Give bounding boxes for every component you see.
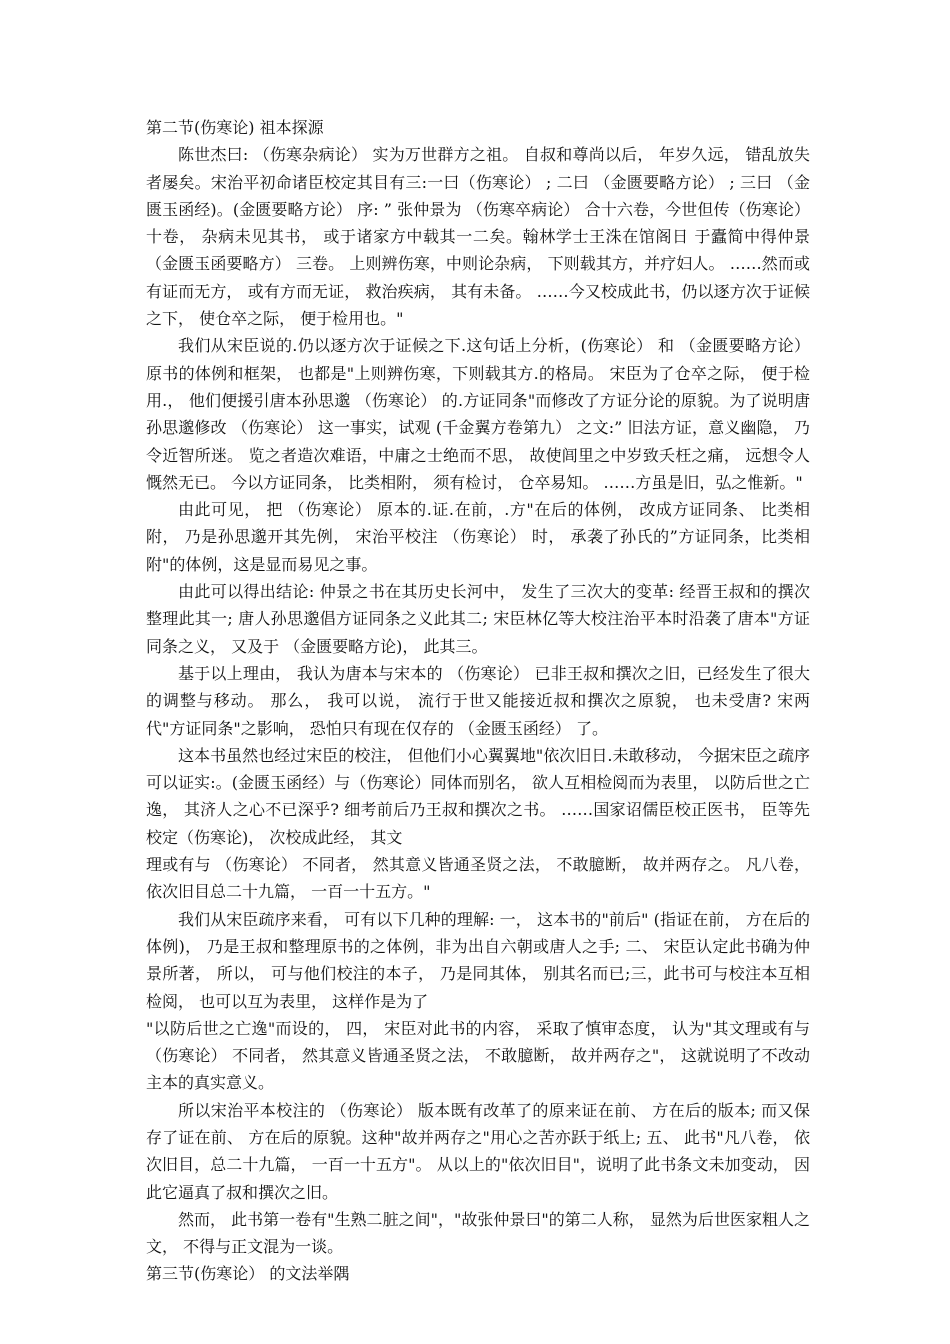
paragraph-zhiping-edition: 所以宋治平本校注的 （伤寒论） 版本既有改革了的原来证在前、 方在后的版本; 而又保存了证在前、 方在后的原貌。这种"故并两存之"用心之苦亦跃于纸上; 五、 此书"凡八卷， 依次旧目，总二十九篇， 一百一十五方"。 从以上的"依次旧目"，说明了此书条文未加变动， 因此它逼真了叔和撰次之旧。 [146, 1100, 810, 1202]
section-heading-2: 第二节(伤寒论) 祖本探源 [146, 118, 324, 137]
paragraph-song-officials-analysis: 我们从宋臣说的.仍以逐方次于证候之下.这句话上分析，(伤寒论） 和 （金匮要略方论） 原书的体例和框架， 也都是"上则辨伤寒，下则载其方.的格局。 宋臣为了仓卒之际， 便于检用.， 他们便援引唐本孙思邈 （伤寒论） 的.方证同条"而修改了方证分论的原貌。为了说明唐孙思邈修改 （伤寒论） 这一事实，试观 (千金翼方卷第九） 之文:” 旧法方证，意义幽隐， 乃令近智所迷。 览之者造次难语，中庸之士绝而不思， 故使闾里之中岁致夭枉之痛， 远想令人慨然无已。 今以方证同条， 比类相附， 须有检讨， 仓卒易知。 ……方虽是旧，弘之惟新。" [146, 336, 810, 492]
paragraph-interpretations: 我们从宋臣疏序来看， 可有以下几种的理解: 一， 这本书的"前后" (指证在前， 方在后的体例)， 乃是王叔和整理原书的之体例，非为出自六朝或唐人之手; 二、 宋臣认定此书确为仲景所著， 所以， 可与他们校注的本子， 乃是同其体， 别其名而已;三，此书可与校注本互相检阅， 也可以互为表里， 这样作是为了 [146, 909, 810, 1011]
paragraph-continuation: "以防后世之亡逸"而设的， 四， 宋臣对此书的内容， 采取了慎审态度， 认为"其文理或有与 （伤寒论） 不同者， 然其意义皆通圣贤之法， 不敢臆断， 故并两存之"， 这就说明了不改动主本的真实意义。 [146, 1018, 810, 1093]
document-page [146, 114, 810, 1288]
paragraph-continuation: 理或有与 （伤寒论） 不同者， 然其意义皆通圣贤之法， 不敢臆断， 故并两存之。 凡八卷， 依次旧目总二十九篇， 一百一十五方。" [146, 855, 810, 902]
paragraph-later-interpolation: 然而， 此书第一卷有"生熟二脏之间"，"故张仲景曰"的第二人称， 显然为后世医家粗人之文， 不得与正文混为一谈。 [146, 1209, 810, 1257]
paragraph-song-preface-quote: 这本书虽然也经过宋臣的校注， 但他们小心翼翼地"依次旧日.未敢移动， 今据宋臣之疏序可以证实:。(金匮玉函经）与（伤寒论）同体而别名， 欲人互相检阅而为表里， 以防后世之亡逸， 其济人之心不已深乎? 细考前后乃王叔和撰次之书。 ……国家诏儒臣校正医书， 臣等先校定（伤寒论)， 次校成此经， 其文 [146, 745, 810, 847]
paragraph-sun-simiao-precedent: 由此可见， 把 （伤寒论） 原本的.证.在前，.方"在后的体例， 改成方证同条、 比类相附， 乃是孙思邈开其先例， 宋治平校注 （伤寒论） 时， 承袭了孙氏的”方证同条，比类相附"的体例，这是显而易见之事。 [146, 500, 810, 574]
paragraph-jingui-yuhan-jing: 基于以上理由， 我认为唐本与宋本的 （伤寒论） 已非王叔和撰次之旧，已经发生了很大的调整与移动。 那么， 我可以说， 流行于世又能接近叔和撰次之原貌， 也未受唐? 宋两代"方证同条"之影响， 恐怕只有现在仅存的 （金匮玉函经） 了。 [146, 663, 810, 738]
paragraph-chen-shijie-quote: 陈世杰曰: （伤寒杂病论） 实为万世群方之祖。 自叔和尊尚以后， 年岁久远， 错乱放失者屡矣。宋治平初命诸臣校定其目有三:一曰（伤寒论） ; 二曰 （金匮要略方论） ; 三曰 （金匮玉函经)。(金匮要略方论） 序: ” 张仲景为 （伤寒卒病论） 合十六卷，今世但传（伤寒论） 十卷， 杂病未见其书， 或于诸家方中载其一二矣。翰林学士王洙在馆阁日 于蠹简中得仲景 （金匮玉函要略方） 三卷。 上则辨伤寒，中则论杂病， 下则载其方，并疗妇人。 ……然而或有证而无方， 或有方而无证， 救治疾病， 其有未备。 ……今又校成此书，仍以逐方次于证候之下， 使仓卒之际， 便于检用也。" [146, 145, 810, 329]
paragraph-three-changes-conclusion: 由此可以得出结论: 仲景之书在其历史长河中， 发生了三次大的变革: 经晋王叔和的撰次整理此其一; 唐人孙思邈倡方证同条之义此其二; 宋臣林亿等大校注治平本时沿袭了唐本"方证同条之义， 又及于 （金匮要略方论)， 此其三。 [146, 582, 810, 656]
section-heading-3: 第三节(伤寒论） 的文法举隅 [146, 1264, 350, 1284]
